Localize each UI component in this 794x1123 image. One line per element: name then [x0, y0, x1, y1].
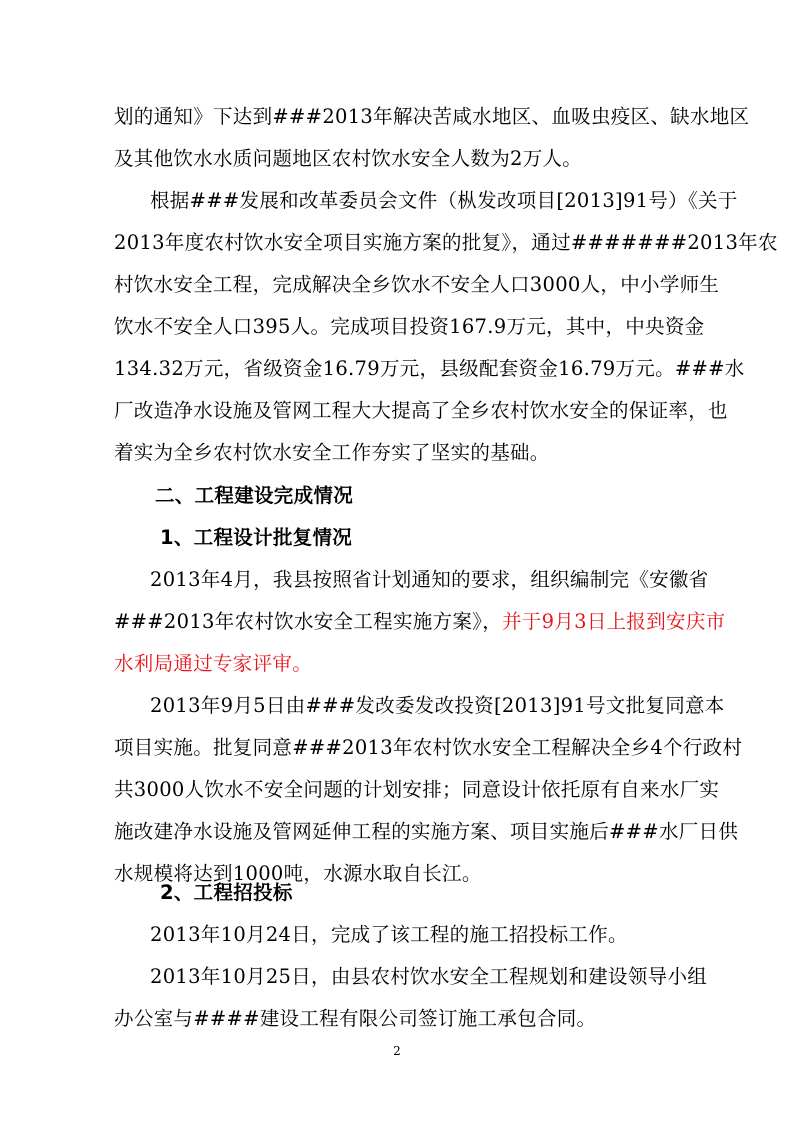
paragraph-line: 厂改造净水设施及管网工程大大提高了全乡农村饮水安全的保证率，也 [114, 399, 728, 422]
paragraph-line: 划的通知》下达到###2013年解决苦咸水地区、血吸虫疫区、缺水地区 [114, 105, 750, 128]
paragraph-line: 2013年9月5日由###发改委发改投资[2013]91号文批复同意本 [150, 694, 725, 717]
paragraph-line: 2013年4月，我县按照省计划通知的要求，组织编制完《安徽省 [150, 568, 709, 591]
page-number: 2 [393, 1044, 401, 1058]
paragraph-line: 2013年10月24日，完成了该工程的施工招投标工作。 [150, 923, 628, 946]
paragraph-line: 着实为全乡农村饮水安全工作夯实了坚实的基础。 [114, 441, 550, 464]
paragraph-line: 根据###发展和改革委员会文件（枞发改项目[2013]91号）《关于 [150, 189, 738, 212]
paragraph-line: 办公室与####建设工程有限公司签订施工承包合同。 [114, 1007, 597, 1030]
paragraph-line: 饮水不安全人口395人。完成项目投资167.9万元，其中，中央资金 [114, 315, 705, 338]
paragraph-line: 2013年10月25日，由县农村饮水安全工程规划和建设领导小组 [150, 965, 708, 988]
paragraph-line: 134.32万元，省级资金16.79万元，县级配套资金16.79万元。###水 [114, 357, 745, 380]
paragraph-line: 施改建净水设施及管网延伸工程的实施方案、项目实施后###水厂日供 [114, 820, 739, 843]
paragraph-line: 水规模将达到1000吨，水源水取自长江。 [114, 862, 482, 885]
section-heading: 二、工程建设完成情况 [155, 484, 354, 507]
highlighted-text: 水利局通过专家评审。 [114, 652, 313, 675]
highlighted-text: 并于9月3日上报到安庆市 [502, 610, 726, 633]
paragraph-text: ###2013年农村饮水安全工程实施方案》， [114, 610, 502, 633]
paragraph-line: 及其他饮水水质问题地区农村饮水安全人数为2万人。 [114, 147, 583, 170]
paragraph-line: 项目实施。批复同意###2013年农村饮水安全工程解决全乡4个行政村 [114, 736, 743, 759]
subsection-heading: 2、工程招投标 [160, 881, 293, 904]
paragraph-line: 共3000人饮水不安全问题的计划安排；同意设计依托原有自来水厂实 [114, 778, 720, 801]
subsection-heading: 1、工程设计批复情况 [160, 526, 353, 549]
paragraph-line: 村饮水安全工程，完成解决全乡饮水不安全人口3000人，中小学师生 [114, 273, 720, 296]
paragraph-line: 2013年度农村饮水安全项目实施方案的批复》，通过#######2013年农 [114, 231, 778, 254]
paragraph-line [114, 609, 725, 635]
